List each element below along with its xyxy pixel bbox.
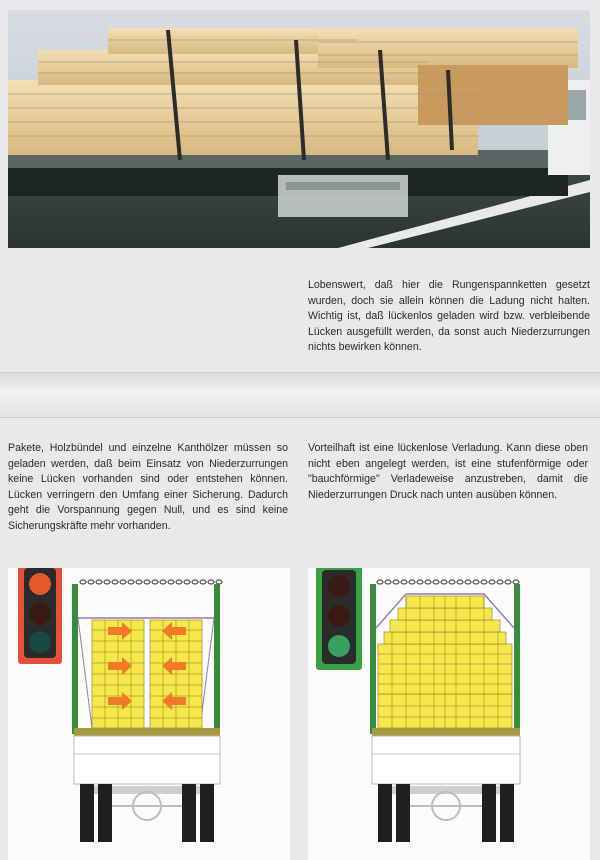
red-traffic-light-icon	[18, 568, 62, 664]
stepped-loading-diagram	[308, 568, 590, 860]
photo-caption: Lobenswert, daß hier die Rungenspannketten gesetzt wurden, doch sie allein können die Ladung nicht halten. Wichtig ist, daß lückenlos geladen wird bzw. verbleibende Lücken ausgefüllt werden, da sonst auch Niederzurrungen nichts bewirken können.	[308, 279, 590, 354]
loading-with-gaps-diagram	[8, 568, 290, 860]
green-traffic-light-icon	[316, 568, 362, 670]
left-paragraph: Pakete, Holzbündel und einzelne Kanthölzer müssen so geladen werden, daß beim Einsatz von Niederzurrungen keine Lücken vorhanden sind oder entstehen können. Lücken verringern den Umfang einer Sicherung. Dadurch geht die Vorspannung gegen Null, und es sind keine Sicherungskräfte mehr vorhanden.	[8, 442, 288, 532]
divider-band	[0, 372, 600, 418]
right-paragraph: Vorteilhaft ist eine lückenlose Verladung. Kann diese oben nicht eben angelegt werden, ist eine stufenförmige oder "bauchförmige" Verladeweise anzustreben, damit die Niederzurrungen Druck nach unten ausüben können.	[308, 442, 588, 501]
timber-truck-photo	[8, 10, 590, 248]
